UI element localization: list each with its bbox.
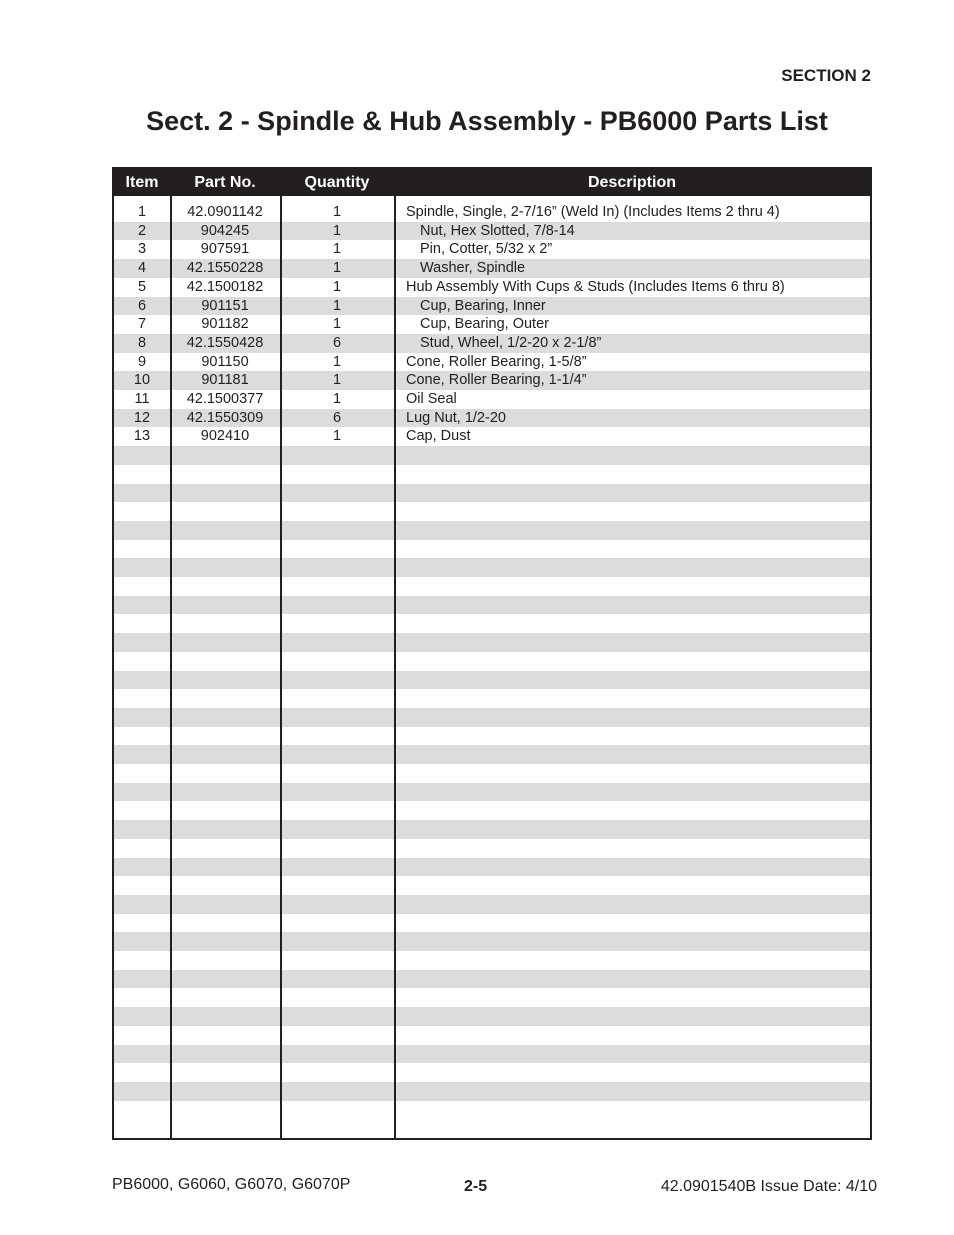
part-number-cell: 42.1500182 bbox=[186, 278, 264, 295]
column-divider bbox=[280, 196, 282, 1138]
empty-table-row bbox=[114, 727, 870, 746]
item-cell: 11 bbox=[134, 391, 150, 407]
table-row bbox=[114, 371, 870, 390]
part-number-cell: 42.1550428 bbox=[186, 334, 264, 351]
description-cell: Cone, Roller Bearing, 1-1/4” bbox=[406, 372, 587, 389]
item-cell: 5 bbox=[137, 278, 147, 295]
table-row bbox=[114, 222, 870, 241]
empty-table-row bbox=[114, 951, 870, 970]
table-row bbox=[114, 334, 870, 353]
empty-table-row bbox=[114, 914, 870, 933]
item-cell: 10 bbox=[133, 372, 151, 389]
column-header-item: Item bbox=[125, 174, 159, 191]
section-label: SECTION 2 bbox=[781, 66, 871, 85]
empty-table-row bbox=[114, 783, 870, 802]
quantity-cell: 1 bbox=[332, 278, 342, 295]
table-row bbox=[114, 390, 870, 409]
empty-table-row bbox=[114, 633, 870, 652]
empty-table-row bbox=[114, 745, 870, 764]
part-number-cell: 901181 bbox=[201, 372, 249, 389]
table-row bbox=[114, 203, 870, 222]
empty-table-row bbox=[114, 446, 870, 465]
column-divider bbox=[394, 196, 396, 1138]
empty-table-row bbox=[114, 558, 870, 577]
empty-table-row bbox=[114, 876, 870, 895]
empty-table-row bbox=[114, 484, 870, 503]
empty-table-row bbox=[114, 1007, 870, 1026]
description-cell: Stud, Wheel, 1/2-20 x 2-1/8” bbox=[420, 334, 602, 351]
footer-models: PB6000, G6060, G6070, G6070P bbox=[112, 1176, 351, 1193]
empty-table-row bbox=[114, 839, 870, 858]
item-cell: 8 bbox=[137, 334, 147, 351]
item-cell: 12 bbox=[133, 409, 151, 426]
column-header-part-no: Part No. bbox=[194, 174, 256, 191]
item-cell: 1 bbox=[137, 204, 147, 220]
parts-table bbox=[112, 167, 872, 1140]
quantity-cell: 6 bbox=[332, 409, 342, 426]
quantity-cell: 1 bbox=[332, 353, 342, 370]
description-cell: Hub Assembly With Cups & Studs (Includes Items 6 thru 8) bbox=[406, 278, 785, 295]
empty-table-row bbox=[114, 1063, 870, 1082]
item-cell: 9 bbox=[137, 353, 147, 370]
quantity-cell: 6 bbox=[332, 334, 342, 351]
description-cell: Oil Seal bbox=[406, 391, 457, 407]
empty-table-row bbox=[114, 988, 870, 1007]
table-row bbox=[114, 315, 870, 334]
quantity-cell: 1 bbox=[332, 260, 342, 277]
empty-table-row bbox=[114, 652, 870, 671]
description-cell: Washer, Spindle bbox=[420, 260, 526, 277]
part-number-cell: 42.1550309 bbox=[186, 409, 264, 426]
empty-table-row bbox=[114, 1101, 870, 1120]
table-row bbox=[114, 240, 870, 259]
part-number-cell: 904245 bbox=[200, 222, 250, 239]
quantity-cell: 1 bbox=[332, 428, 342, 445]
part-number-cell: 42.1500377 bbox=[186, 391, 264, 407]
empty-table-row bbox=[114, 671, 870, 690]
empty-table-row bbox=[114, 820, 870, 839]
part-number-cell: 42.0901142 bbox=[187, 204, 263, 220]
description-cell: Cone, Roller Bearing, 1-5/8” bbox=[406, 353, 587, 370]
table-row bbox=[114, 278, 870, 297]
empty-table-row bbox=[114, 614, 870, 633]
empty-table-row bbox=[114, 1026, 870, 1045]
item-cell: 3 bbox=[137, 241, 147, 258]
part-number-cell: 901151 bbox=[201, 297, 249, 314]
empty-table-row bbox=[114, 970, 870, 989]
item-cell: 2 bbox=[137, 222, 147, 239]
table-body bbox=[114, 203, 870, 1138]
part-number-cell: 902410 bbox=[200, 428, 250, 445]
empty-table-row bbox=[114, 764, 870, 783]
empty-table-row bbox=[114, 801, 870, 820]
description-cell: Cup, Bearing, Outer bbox=[420, 316, 549, 333]
column-header-quantity: Quantity bbox=[304, 174, 370, 191]
empty-table-row bbox=[114, 1045, 870, 1064]
page-title: Sect. 2 - Spindle & Hub Assembly - PB6000 Parts List bbox=[146, 106, 828, 136]
table-row bbox=[114, 427, 870, 446]
quantity-cell: 1 bbox=[332, 316, 342, 333]
description-cell: Pin, Cotter, 5/32 x 2” bbox=[420, 241, 553, 258]
empty-table-row bbox=[114, 1082, 870, 1101]
item-cell: 4 bbox=[137, 260, 147, 277]
empty-table-row bbox=[114, 708, 870, 727]
part-number-cell: 42.1550228 bbox=[186, 260, 264, 277]
column-divider bbox=[170, 196, 172, 1138]
item-cell: 7 bbox=[137, 316, 147, 333]
quantity-cell: 1 bbox=[332, 391, 342, 407]
empty-table-row bbox=[114, 577, 870, 596]
footer-page-number: 2-5 bbox=[464, 1178, 488, 1195]
column-header-description: Description bbox=[587, 174, 676, 191]
empty-table-row bbox=[114, 596, 870, 615]
description-cell: Lug Nut, 1/2-20 bbox=[406, 409, 506, 426]
description-cell: Cap, Dust bbox=[406, 428, 471, 445]
table-row bbox=[114, 409, 870, 428]
empty-table-row bbox=[114, 540, 870, 559]
description-cell: Spindle, Single, 2-7/16” (Weld In) (Includes Items 2 thru 4) bbox=[406, 204, 780, 220]
empty-table-row bbox=[114, 502, 870, 521]
footer-doc-info: 42.0901540B Issue Date: 4/10 bbox=[660, 1178, 877, 1195]
description-cell: Nut, Hex Slotted, 7/8-14 bbox=[420, 222, 575, 239]
part-number-cell: 901182 bbox=[201, 316, 249, 333]
item-cell: 6 bbox=[137, 297, 147, 314]
quantity-cell: 1 bbox=[332, 297, 342, 314]
quantity-cell: 1 bbox=[332, 372, 342, 389]
quantity-cell: 1 bbox=[332, 222, 342, 239]
table-row bbox=[114, 297, 870, 316]
description-cell: Cup, Bearing, Inner bbox=[420, 297, 546, 314]
empty-table-row bbox=[114, 858, 870, 877]
empty-table-row bbox=[114, 932, 870, 951]
table-row bbox=[114, 353, 870, 372]
empty-table-row bbox=[114, 895, 870, 914]
table-header bbox=[114, 169, 870, 196]
quantity-cell: 1 bbox=[332, 241, 342, 258]
empty-table-row bbox=[114, 465, 870, 484]
item-cell: 13 bbox=[133, 428, 151, 445]
empty-table-row bbox=[114, 689, 870, 708]
part-number-cell: 901150 bbox=[201, 353, 249, 370]
part-number-cell: 907591 bbox=[200, 241, 250, 258]
quantity-cell: 1 bbox=[332, 204, 342, 220]
table-row bbox=[114, 259, 870, 278]
empty-table-row bbox=[114, 521, 870, 540]
